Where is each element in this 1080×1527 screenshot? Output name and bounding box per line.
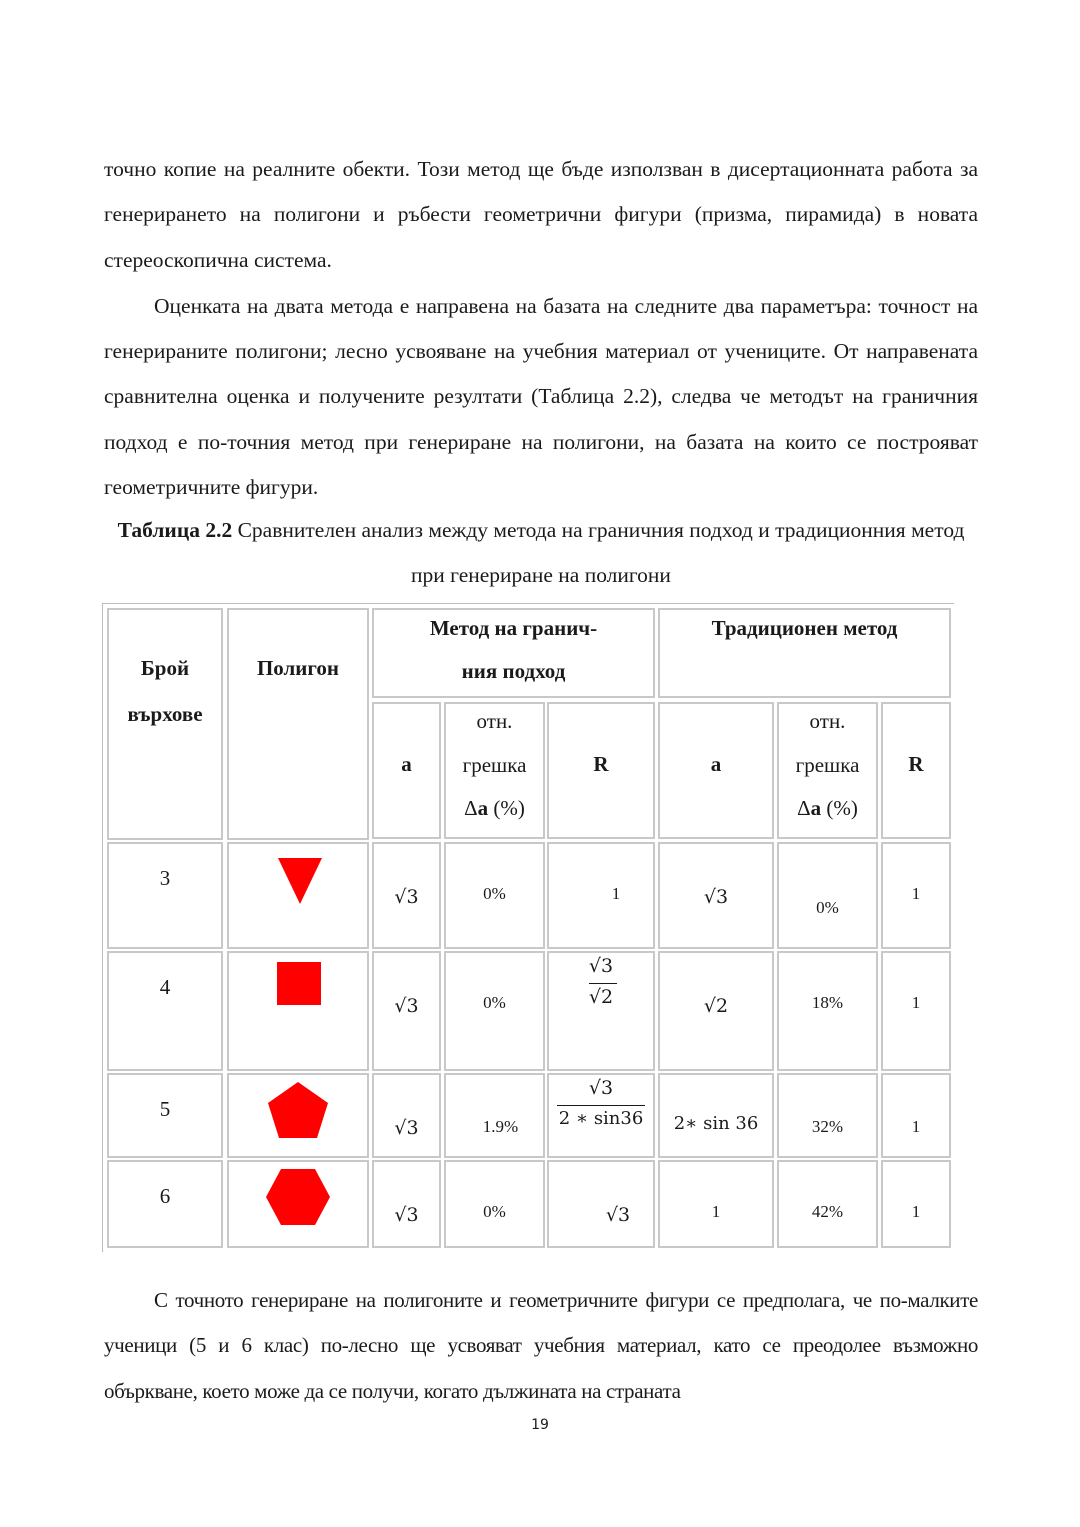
table-row-cell-b-err [444,842,545,949]
b-R-denominator: 2 ∗ sin36 [558,1108,644,1129]
square-icon [276,961,322,1007]
table-row-cell-b-R [547,1160,655,1248]
table-row-cell-vertices [107,1073,223,1158]
table-row-cell-t-err [777,842,878,949]
table-row-cell-vertices [107,842,223,949]
header-boundary-line2: ния подход [461,659,566,683]
table-row-cell-b-err [444,951,545,1071]
comparison-table [102,603,954,1252]
subheader-t-error-pct: (%) [821,796,858,820]
fraction-bar [557,1105,645,1106]
subheader-error-delta: Δ [464,796,478,820]
table-row-cell-t-R [881,842,951,949]
header-vertices [107,608,223,840]
b-err-value: 0% [483,993,506,1012]
header-vertices-line1: Брой [140,656,190,680]
table-row-cell-vertices [107,1160,223,1248]
table-row-cell-polygon [227,1073,369,1158]
pentagon-icon [267,1081,329,1139]
table-row-cell-t-R [881,1073,951,1158]
b-err-value: 1.9% [482,1117,519,1136]
subheader-boundary-error [444,702,545,839]
subheader-R-label: R [593,752,609,776]
table-caption-label: Таблица 2.2 [117,518,233,542]
header-traditional-label: Традиционен метод [711,616,898,640]
table-row-cell-polygon [227,951,369,1071]
table-row-cell-b-a [372,951,441,1071]
t-a-value: √2 [703,995,729,1017]
table-caption [104,508,978,598]
subheader-boundary-a [372,702,441,839]
vertices-value: 6 [159,1184,171,1208]
table-row-cell-b-err [444,1073,545,1158]
subheader-t-error-line1: отн. [809,709,846,733]
table-row-cell-t-a [658,951,774,1071]
subheader-traditional-error [777,702,878,839]
subheader-t-R-label: R [908,752,924,776]
header-polygon [227,608,369,840]
table-row-cell-b-R [547,1073,655,1158]
t-a-value: 1 [711,1202,721,1221]
table-row-cell-t-a [658,1160,774,1248]
subheader-t-error-delta: Δ [797,796,811,820]
table-row-cell-b-a [372,842,441,949]
b-R-value: √3 [605,1204,631,1226]
vertices-value: 4 [159,975,171,999]
b-R-denominator: √2 [588,986,614,1008]
hexagon-icon [265,1168,331,1226]
table-row-cell-polygon [227,1160,369,1248]
header-boundary-line1: Метод на гранич- [429,616,598,640]
t-err-value: 0% [816,898,839,917]
b-R-numerator: √3 [588,1077,614,1099]
t-R-value: 1 [911,1202,921,1221]
t-err-value: 32% [811,1117,844,1136]
page-number: 19 [531,1417,549,1433]
vertices-value: 3 [159,866,171,890]
subheader-traditional-R [881,702,951,839]
subheader-error-line1: отн. [476,709,513,733]
subheader-a-label: a [401,752,412,776]
fraction-bar [589,983,617,984]
t-R-value: 1 [911,1117,921,1136]
table-row-cell-t-a [658,842,774,949]
table-row-cell-b-R [547,842,655,949]
paragraph-1: точно копие на реалните обекти. Този метод ще бъде използван в дисертационната работа за генерирането на полигони и ръбести геометрични фигури (призма, пирамида) в новата стереоскопична система. [104,157,978,272]
b-err-value: 0% [483,1202,506,1221]
table-row-cell-b-a [372,1160,441,1248]
header-traditional-method [658,608,951,698]
table-row-cell-t-R [881,951,951,1071]
table-row-cell-b-a [372,1073,441,1158]
table-row-cell-vertices [107,951,223,1071]
t-a-value: 2∗ sin 36 [673,1113,759,1134]
header-boundary-method [372,608,655,698]
table-row-cell-b-err [444,1160,545,1248]
subheader-error-a: a [477,796,489,820]
table-row-cell-polygon [227,842,369,949]
b-a-value: √3 [394,995,419,1017]
t-err-value: 18% [811,993,844,1012]
subheader-t-a-label: a [710,752,722,776]
b-a-value: √3 [394,1204,419,1226]
subheader-t-error-line2: грешка [795,753,860,777]
paragraph-2: Оценката на двата метода е направена на базата на следните два параметъра: точност на генерираните полигони; лесно усвояване на учебния материал от учениците. От направената сравнителна оценка и получените резултати (Таблица 2.2), следва че методът на граничния подход е по-точния метод при генериране на полигони, на базата на които се построяват геометричните фигури. [104,293,978,500]
table-row-cell-t-a [658,1073,774,1158]
b-a-value: √3 [394,886,419,908]
table-caption-text: Сравнителен анализ между метода на граничния подход и традиционния метод при генериране на полигони [232,518,965,587]
table-row-cell-t-err [777,1073,878,1158]
t-R-value: 1 [911,993,921,1012]
b-R-value: 1 [611,884,621,903]
b-err-value: 0% [483,884,506,903]
vertices-value: 5 [159,1097,171,1121]
subheader-boundary-R [547,702,655,839]
header-vertices-line2: върхове [127,702,203,726]
b-R-numerator: √3 [588,955,614,977]
b-a-value: √3 [394,1117,419,1139]
table-row-cell-t-err [777,1160,878,1248]
table-row-cell-t-err [777,951,878,1071]
subheader-error-line3 [446,796,543,821]
subheader-error-pct: (%) [488,796,525,820]
header-polygon-label: Полигон [256,656,340,680]
table-row-cell-b-R [547,951,655,1071]
subheader-error-line2: грешка [462,753,527,777]
table-row-cell-t-R [881,1160,951,1248]
subheader-t-error-line3 [779,796,876,821]
t-a-value: √3 [703,886,729,908]
t-err-value: 42% [811,1202,844,1221]
subheader-t-error-a: a [810,796,822,820]
t-R-value: 1 [911,884,921,903]
subheader-traditional-a [658,702,774,839]
paragraph-3: С точното генериране на полигоните и геометричните фигури се предполага, че по-малките ученици (5 и 6 клас) по-лесно ще усвояват учебния материал, като се преодолее възможно объркване, което може да се получи, когато дължината на страната [104,1288,978,1403]
triangle-icon [278,856,322,906]
